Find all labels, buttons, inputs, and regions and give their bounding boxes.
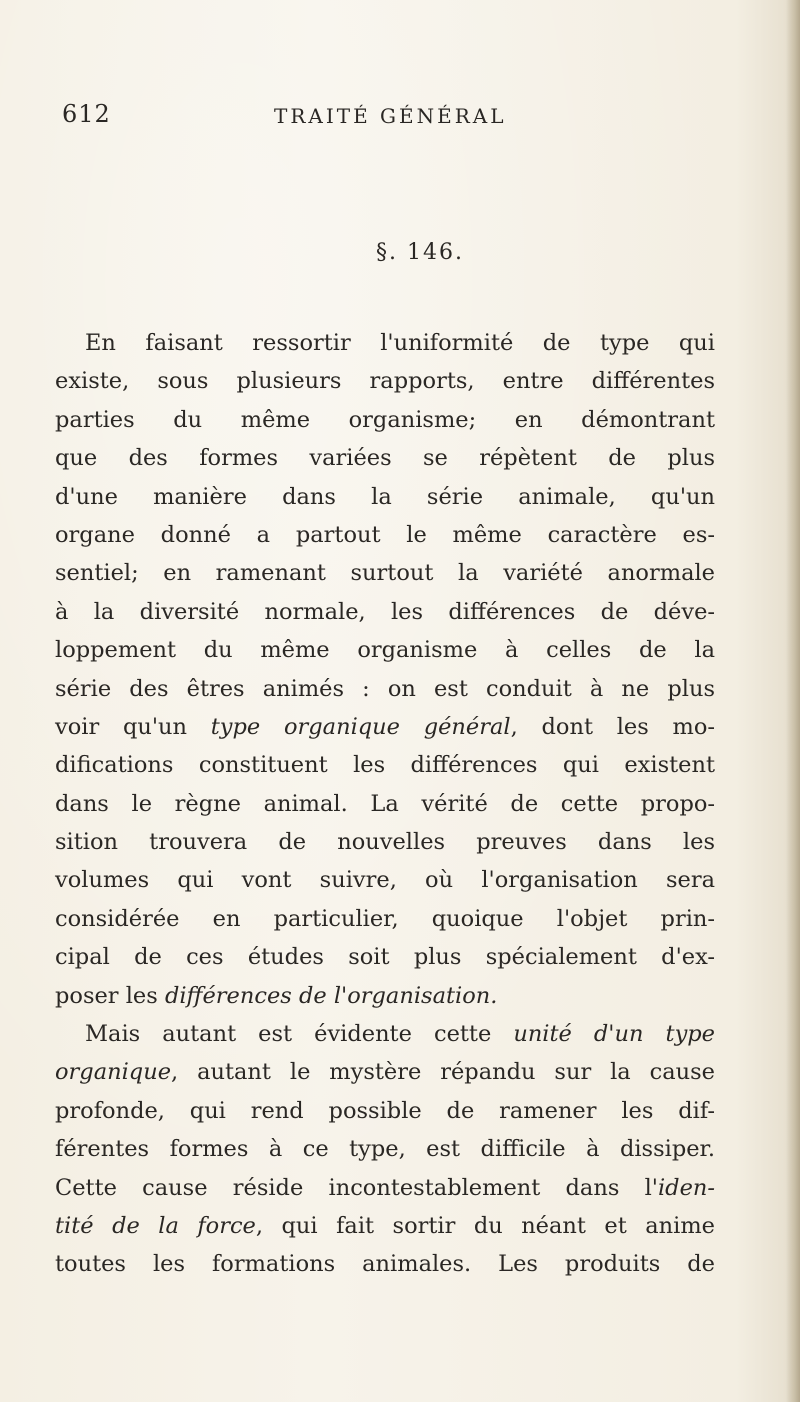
text-line [55, 1169, 715, 1207]
text-segment: que des formes variées se répètent de plus [55, 445, 715, 472]
text-line [55, 708, 715, 746]
text-segment: cipal de ces études soit plus spécialement d'ex- [55, 944, 715, 971]
text-segment: série des êtres animés : on est conduit à ne plus [55, 675, 715, 702]
text-line [55, 631, 715, 669]
text-segment: , dont les mo- [510, 713, 715, 740]
text-segment: voir qu'un [55, 713, 211, 740]
text-line [55, 823, 715, 861]
text-segment: existe, sous plusieurs rapports, entre différentes [55, 368, 715, 395]
text-segment: dans le règne animal. La vérité de cette propo- [55, 790, 715, 817]
text-segment: , autant le mystère répandu sur la cause [171, 1059, 715, 1086]
italic-text: organique [55, 1059, 172, 1086]
text-segment: d'une manière dans la série animale, qu'un [55, 483, 715, 510]
page-number: 612 [62, 100, 111, 128]
text-segment: à la diversité normale, les différences de déve- [55, 598, 715, 625]
text-line [55, 861, 715, 899]
text-segment: sentiel; en ramenant surtout la variété anormale [55, 560, 715, 587]
text-segment: parties du même organisme; en démontrant [55, 406, 715, 433]
text-segment: Cette cause réside incontestablement dans l' [55, 1174, 658, 1201]
text-segment: poser les [55, 982, 165, 1009]
text-segment: férentes formes à ce type, est difficile à dissiper. [55, 1136, 715, 1163]
text-line [55, 439, 715, 477]
text-line [55, 1053, 715, 1091]
text-line [55, 938, 715, 976]
text-segment: organe donné a partout le même caractère es- [55, 521, 715, 548]
body-text [55, 324, 715, 1284]
italic-text: tité de la force [55, 1212, 256, 1239]
text-line [55, 1015, 715, 1053]
text-segment: difications constituent les différences qui existent [55, 752, 715, 779]
text-line [55, 1092, 715, 1130]
text-line [55, 401, 715, 439]
text-line [55, 900, 715, 938]
text-segment: volumes qui vont suivre, où l'organisation sera [55, 867, 715, 894]
text-line [55, 785, 715, 823]
italic-text: différences de l'organisation. [164, 982, 498, 1009]
page-edge-shadow [786, 0, 800, 1402]
text-line [55, 1207, 715, 1245]
running-title: TRAITÉ GÉNÉRAL [274, 104, 507, 128]
text-line [55, 746, 715, 784]
text-line [55, 478, 715, 516]
section-number: §. 146. [376, 240, 464, 265]
text-segment: , qui fait sortir du néant et anime [255, 1212, 715, 1239]
text-segment: Mais autant est évidente cette [85, 1021, 514, 1048]
text-line [55, 554, 715, 592]
text-segment: toutes les formations animales. Les produits de [55, 1251, 715, 1278]
text-segment: sition trouvera de nouvelles preuves dans les [55, 829, 715, 856]
text-line [55, 362, 715, 400]
text-line [55, 324, 715, 362]
text-line [55, 516, 715, 554]
text-line [55, 977, 715, 1015]
text-line [55, 1130, 715, 1168]
text-segment: profonde, qui rend possible de ramener les dif- [55, 1097, 715, 1124]
text-line [55, 1245, 715, 1283]
italic-text: unité d'un type [513, 1021, 715, 1048]
text-line [55, 593, 715, 631]
italic-text: iden- [657, 1174, 715, 1201]
text-line [55, 670, 715, 708]
italic-text: type organique général [210, 713, 511, 740]
text-segment: loppement du même organisme à celles de la [55, 637, 715, 664]
text-segment: considérée en particulier, quoique l'objet prin- [55, 905, 715, 932]
running-head [62, 100, 702, 140]
text-segment: En faisant ressortir l'uniformité de type qui [85, 330, 715, 356]
